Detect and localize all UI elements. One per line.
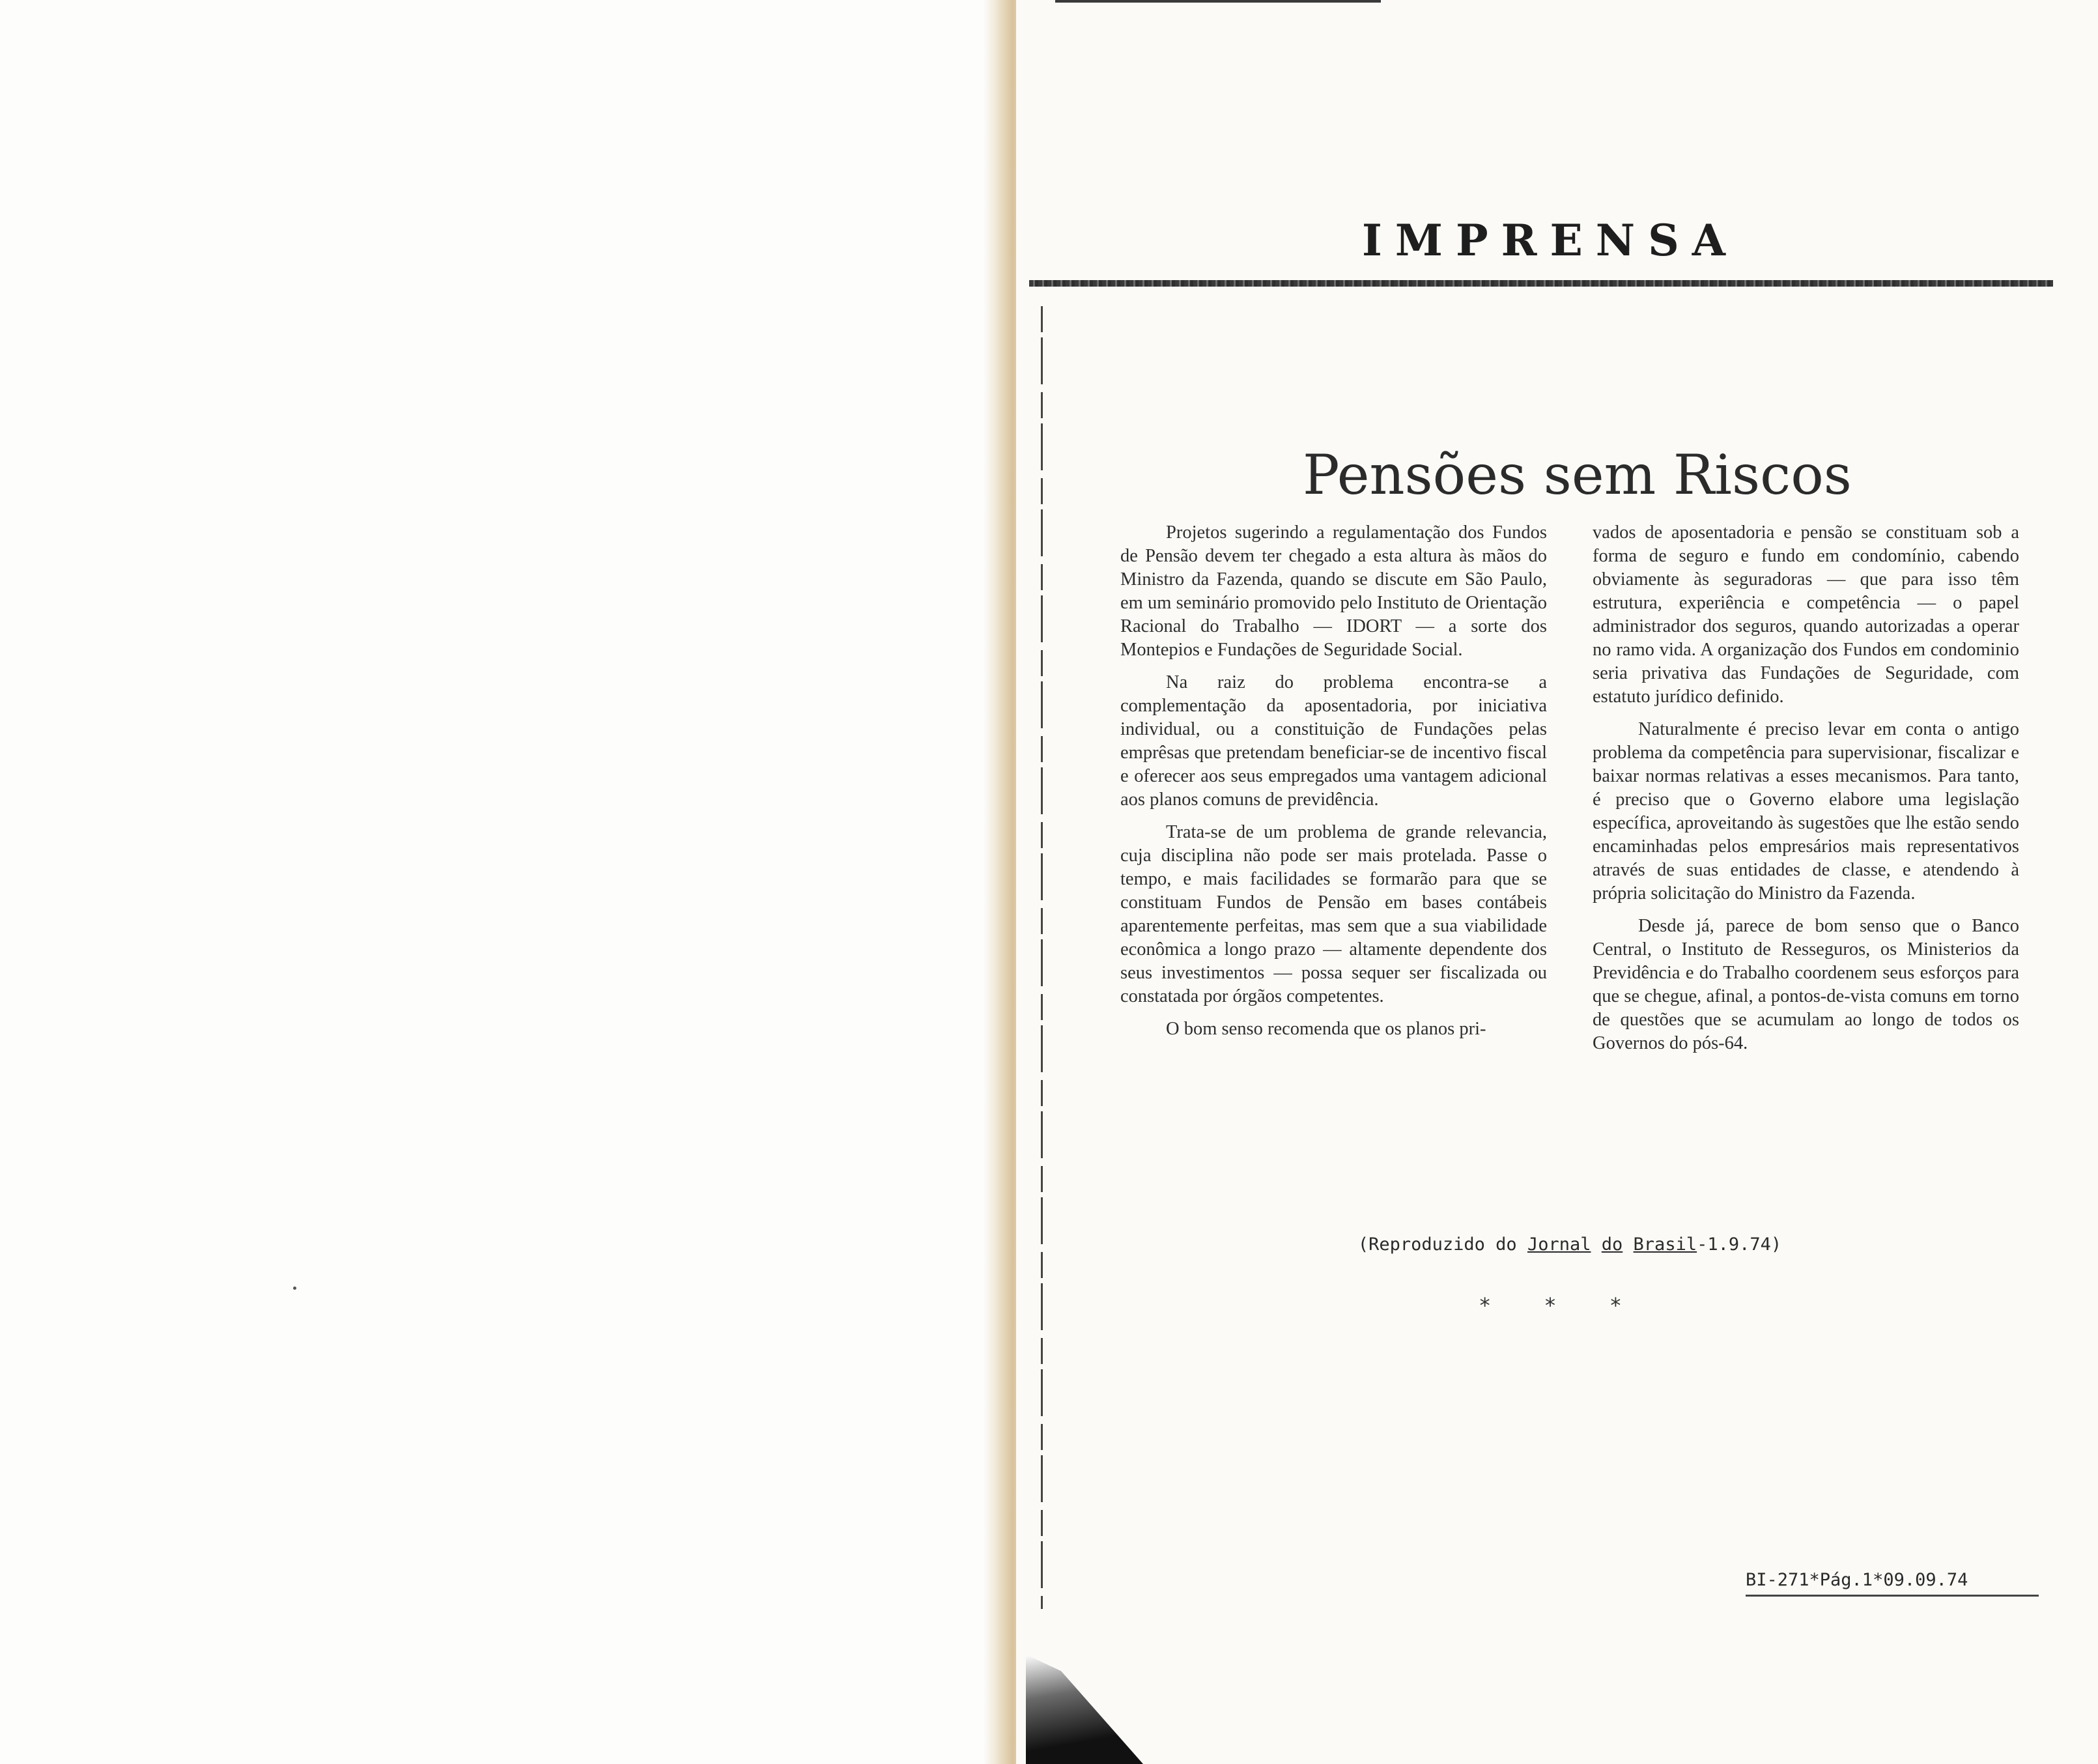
paragraph: Desde já, parece de bom senso que o Banco Central, o Instituto de Resseguros, os Ministerios da Previdência e do Trabalho coordenem seus esforços para que se chegue, afinal, a pontos-de-vista comuns em torno de questões que se acumulam ao longo de todos os Governos do pós-64.: [1593, 916, 2019, 1053]
source-suffix: -1.9.74): [1697, 1234, 1782, 1255]
paragraph: O bom senso recomenda que os planos pri-: [1166, 1019, 1486, 1039]
star: *: [1609, 1293, 1622, 1318]
article-column-right: [1593, 521, 2019, 1064]
star: *: [1544, 1293, 1557, 1318]
star: *: [1479, 1293, 1492, 1318]
header-rule: [1029, 280, 2053, 287]
paragraph: Naturalmente é preciso levar em conta o antigo problema da competência para supervisionar, fiscalizar e baixar normas relativas a esses mecanismos. Para tanto, é preciso que o Governo elabore uma legislação específica, aproveitando às sugestões que lhe estão sendo encaminhadas pelos empresários mais representativos através de suas entidades de classe, e atendendo à própria solicitação do Ministro da Fazenda.: [1593, 719, 2019, 903]
speck-mark: [293, 1287, 296, 1290]
paragraph: Na raiz do problema encontra-se a complementação da aposentadoria, por iniciativa individual, ou a constituição de Fundações pelas emprêsas que pretendam beneficiar-se de incentivo fiscal e oferecer aos seus empregados uma vantagem adicional aos planos comuns de previdência.: [1120, 672, 1547, 810]
source-word-brasil: Brasil: [1633, 1234, 1697, 1255]
article-column-left: [1120, 521, 1547, 1050]
separator-stars: [1479, 1293, 1622, 1318]
article-title: Pensões sem Riscos: [1303, 443, 1852, 507]
paragraph: vados de aposentadoria e pensão se constituam sob a forma de seguro e fundo em condomínio, cabendo obviamente às seguradoras — que para isso têm estrutura, experiência e competência — o papel administrador dos seguros, quando autorizadas a operar no ramo vida. A organização dos Fundos em condominio seria privativa das Fundações de Seguridade, com estatuto jurídico definido.: [1593, 522, 2019, 707]
left-blank-page: [0, 0, 997, 1764]
source-word-jornal: Jornal: [1527, 1234, 1591, 1255]
paragraph: Projetos sugerindo a regulamentação dos Fundos de Pensão devem ter chegado a esta altura às mãos do Ministro da Fazenda, quando se discute em São Paulo, em um seminário promovido pelo Instituto de Orientação Racional do Trabalho — IDORT — a sorte dos Montepios e Fundações de Seguridade Social.: [1120, 522, 1547, 660]
source-space: [1623, 1234, 1633, 1255]
page-reference: BI-271*Pág.1*09.09.74: [1746, 1570, 1968, 1590]
paragraph: Trata-se de um problema de grande relevancia, cuja disciplina não pode ser mais protelada. Passe o tempo, e mais facilidades se formarão para que se constituam Fundos de Pensão em bases contábeis aparentemente perfeitas, mas sem que a sua viabilidade econômica a longo prazo — altamente dependente dos seus investimentos — possa sequer ser fiscalizada ou constatada por órgãos competentes.: [1120, 822, 1547, 1006]
source-citation: [1335, 1234, 1804, 1255]
page-reference-rule: [1746, 1595, 2039, 1597]
source-prefix: (Reproduzido do: [1357, 1234, 1527, 1255]
source-space: [1591, 1234, 1602, 1255]
margin-line: [1041, 306, 1043, 1609]
page-top-edge: [1055, 0, 1381, 3]
section-title: IMPRENSA: [1362, 215, 1738, 266]
source-word-do: do: [1601, 1234, 1623, 1255]
